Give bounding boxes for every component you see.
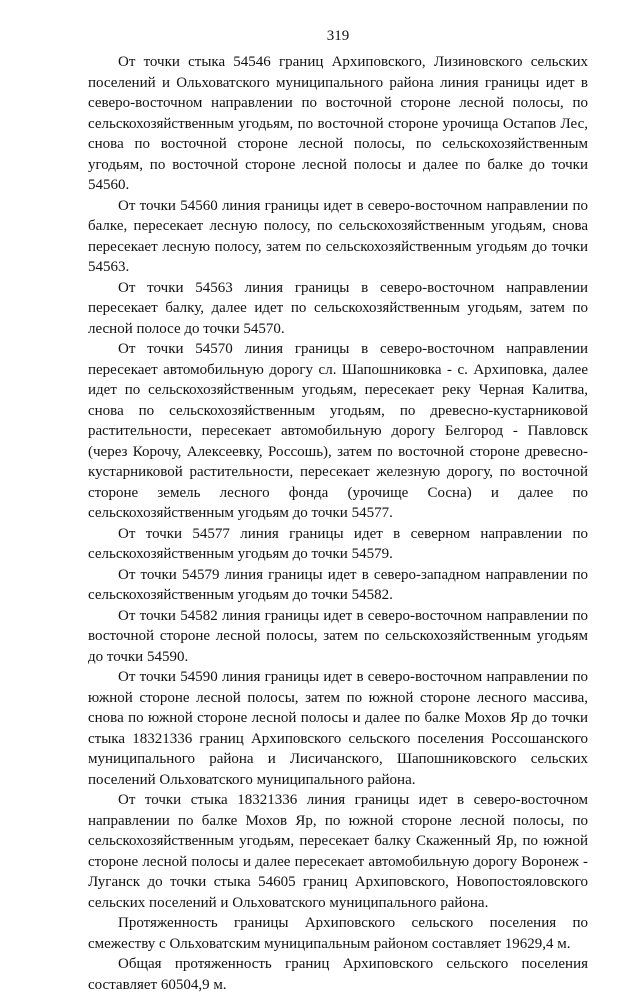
paragraph-5: От точки 54577 линия границы идет в северном направлении по сельскохозяйственным угодьям до точки 54579. <box>88 525 588 562</box>
page-number: 319 <box>326 28 350 44</box>
paragraph-10: Протяженность границы Архиповского сельского поселения по смежеству с Ольховатским муниципальным районом составляет 19629,4 м. <box>88 915 588 952</box>
paragraph-1: От точки стыка 54546 границ Архиповского, Лизиновского сельских поселений и Ольховатского муниципального района линия границы идет в северо-восточном направлении по восточной стороне лесной полосы, по сельскохозяйственным угодьям, по восточной стороне урочища Остапов Лес, снова по восточной стороне лесной полосы, по сельскохозяйственным угодьям, по восточной стороне лесной полосы и далее по балке до точки 54560. <box>88 54 588 193</box>
document-page <box>88 26 588 995</box>
paragraph-7: От точки 54582 линия границы идет в северо-восточном направлении по восточной стороне лесной полосы, затем по сельскохозяйственным угодьям до точки 54590. <box>88 607 588 665</box>
paragraph-8: От точки 54590 линия границы идет в северо-восточном направлении по южной стороне лесной полосы, затем по южной стороне лесного массива, снова по южной стороне лесной полосы и далее по балке Мохов Яр до точки стыка 18321336 границ Архиповского сельского поселения Россошанского муниципального района и Лисичанского, Шапошниковского сельских поселений Ольховатского муниципального района. <box>88 669 588 788</box>
paragraph-11: Общая протяженность границ Архиповского сельского поселения составляет 60504,9 м. <box>88 956 588 993</box>
paragraph-3: От точки 54563 линия границы в северо-восточном направлении пересекает балку, далее идет по сельскохозяйственным угодьям, затем по лесной полосе до точки 54570. <box>88 279 588 337</box>
paragraph-9: От точки стыка 18321336 линия границы идет в северо-восточном направлении по балке Мохов Яр, по южной стороне лесной полосы, по сельскохозяйственным угодьям, пересекает балку Скаженный Яр, по южной стороне лесной полосы и далее пересекает автомобильную дорогу Воронеж - Луганск до точки стыка 54605 границ Архиповского, Новопостояловского сельских поселений и Ольховатского муниципального района. <box>88 792 588 911</box>
paragraph-2: От точки 54560 линия границы идет в северо-восточном направлении по балке, пересекает лесную полосу, по сельскохозяйственным угодьям, снова пересекает лесную полосу, затем по сельскохозяйственным угодьям до точки 54563. <box>88 197 588 275</box>
paragraph-4: От точки 54570 линия границы в северо-восточном направлении пересекает автомобильную дорогу сл. Шапошниковка - с. Архиповка, далее идет по сельскохозяйственным угодьям, пересекает реку Черная Калитва, снова по сельскохозяйственным угодьям, по древесно-кустарниковой растительности, пересекает автомобильную дорогу Белгород - Павловск (через Корочу, Алексеевку, Россошь), затем по восточной стороне древесно-кустарниковой растительности, пересекает железную дорогу, по восточной стороне земель лесного фонда (урочище Сосна) и далее по сельскохозяйственным угодьям до точки 54577. <box>88 341 588 521</box>
paragraph-6: От точки 54579 линия границы идет в северо-западном направлении по сельскохозяйственным угодьям до точки 54582. <box>88 566 588 603</box>
